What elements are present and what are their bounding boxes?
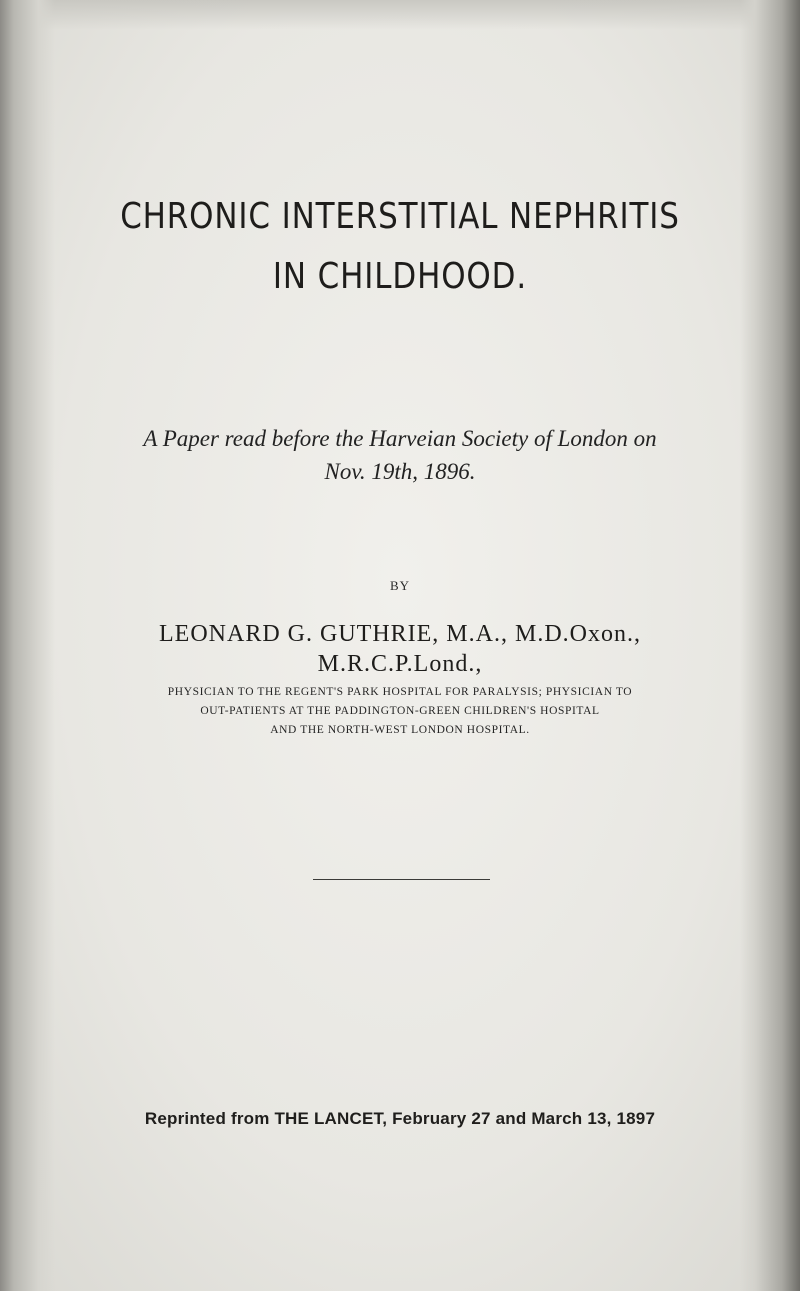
affiliation-line-2: OUT-PATIENTS AT THE PADDINGTON-GREEN CHILDREN'S HOSPITAL [200, 705, 600, 717]
affiliation-line-1: PHYSICIAN TO THE REGENT'S PARK HOSPITAL FOR PARALYSIS; PHYSICIAN TO [167, 686, 633, 698]
page-top-shadow [0, 0, 800, 30]
horizontal-rule [313, 879, 490, 880]
byline: BY [389, 578, 411, 593]
subtitle-line-2: Nov. 19th, 1896. [324, 459, 476, 484]
title-line-1: CHRONIC INTERSTITIAL NEPHRITIS [120, 196, 680, 237]
affiliation-line-3: AND THE NORTH-WEST LONDON HOSPITAL. [270, 724, 530, 736]
reprint-note: Reprinted from THE LANCET, February 27 and March 13, 1897 [144, 1109, 656, 1128]
title-line-2: IN CHILDHOOD. [272, 256, 528, 297]
author-line-1: LEONARD G. GUTHRIE, M.A., M.D.Oxon., [159, 621, 641, 647]
author-line-2: M.R.C.P.Lond., [317, 651, 483, 677]
subtitle-line-1: A Paper read before the Harveian Society of London on [143, 426, 657, 451]
